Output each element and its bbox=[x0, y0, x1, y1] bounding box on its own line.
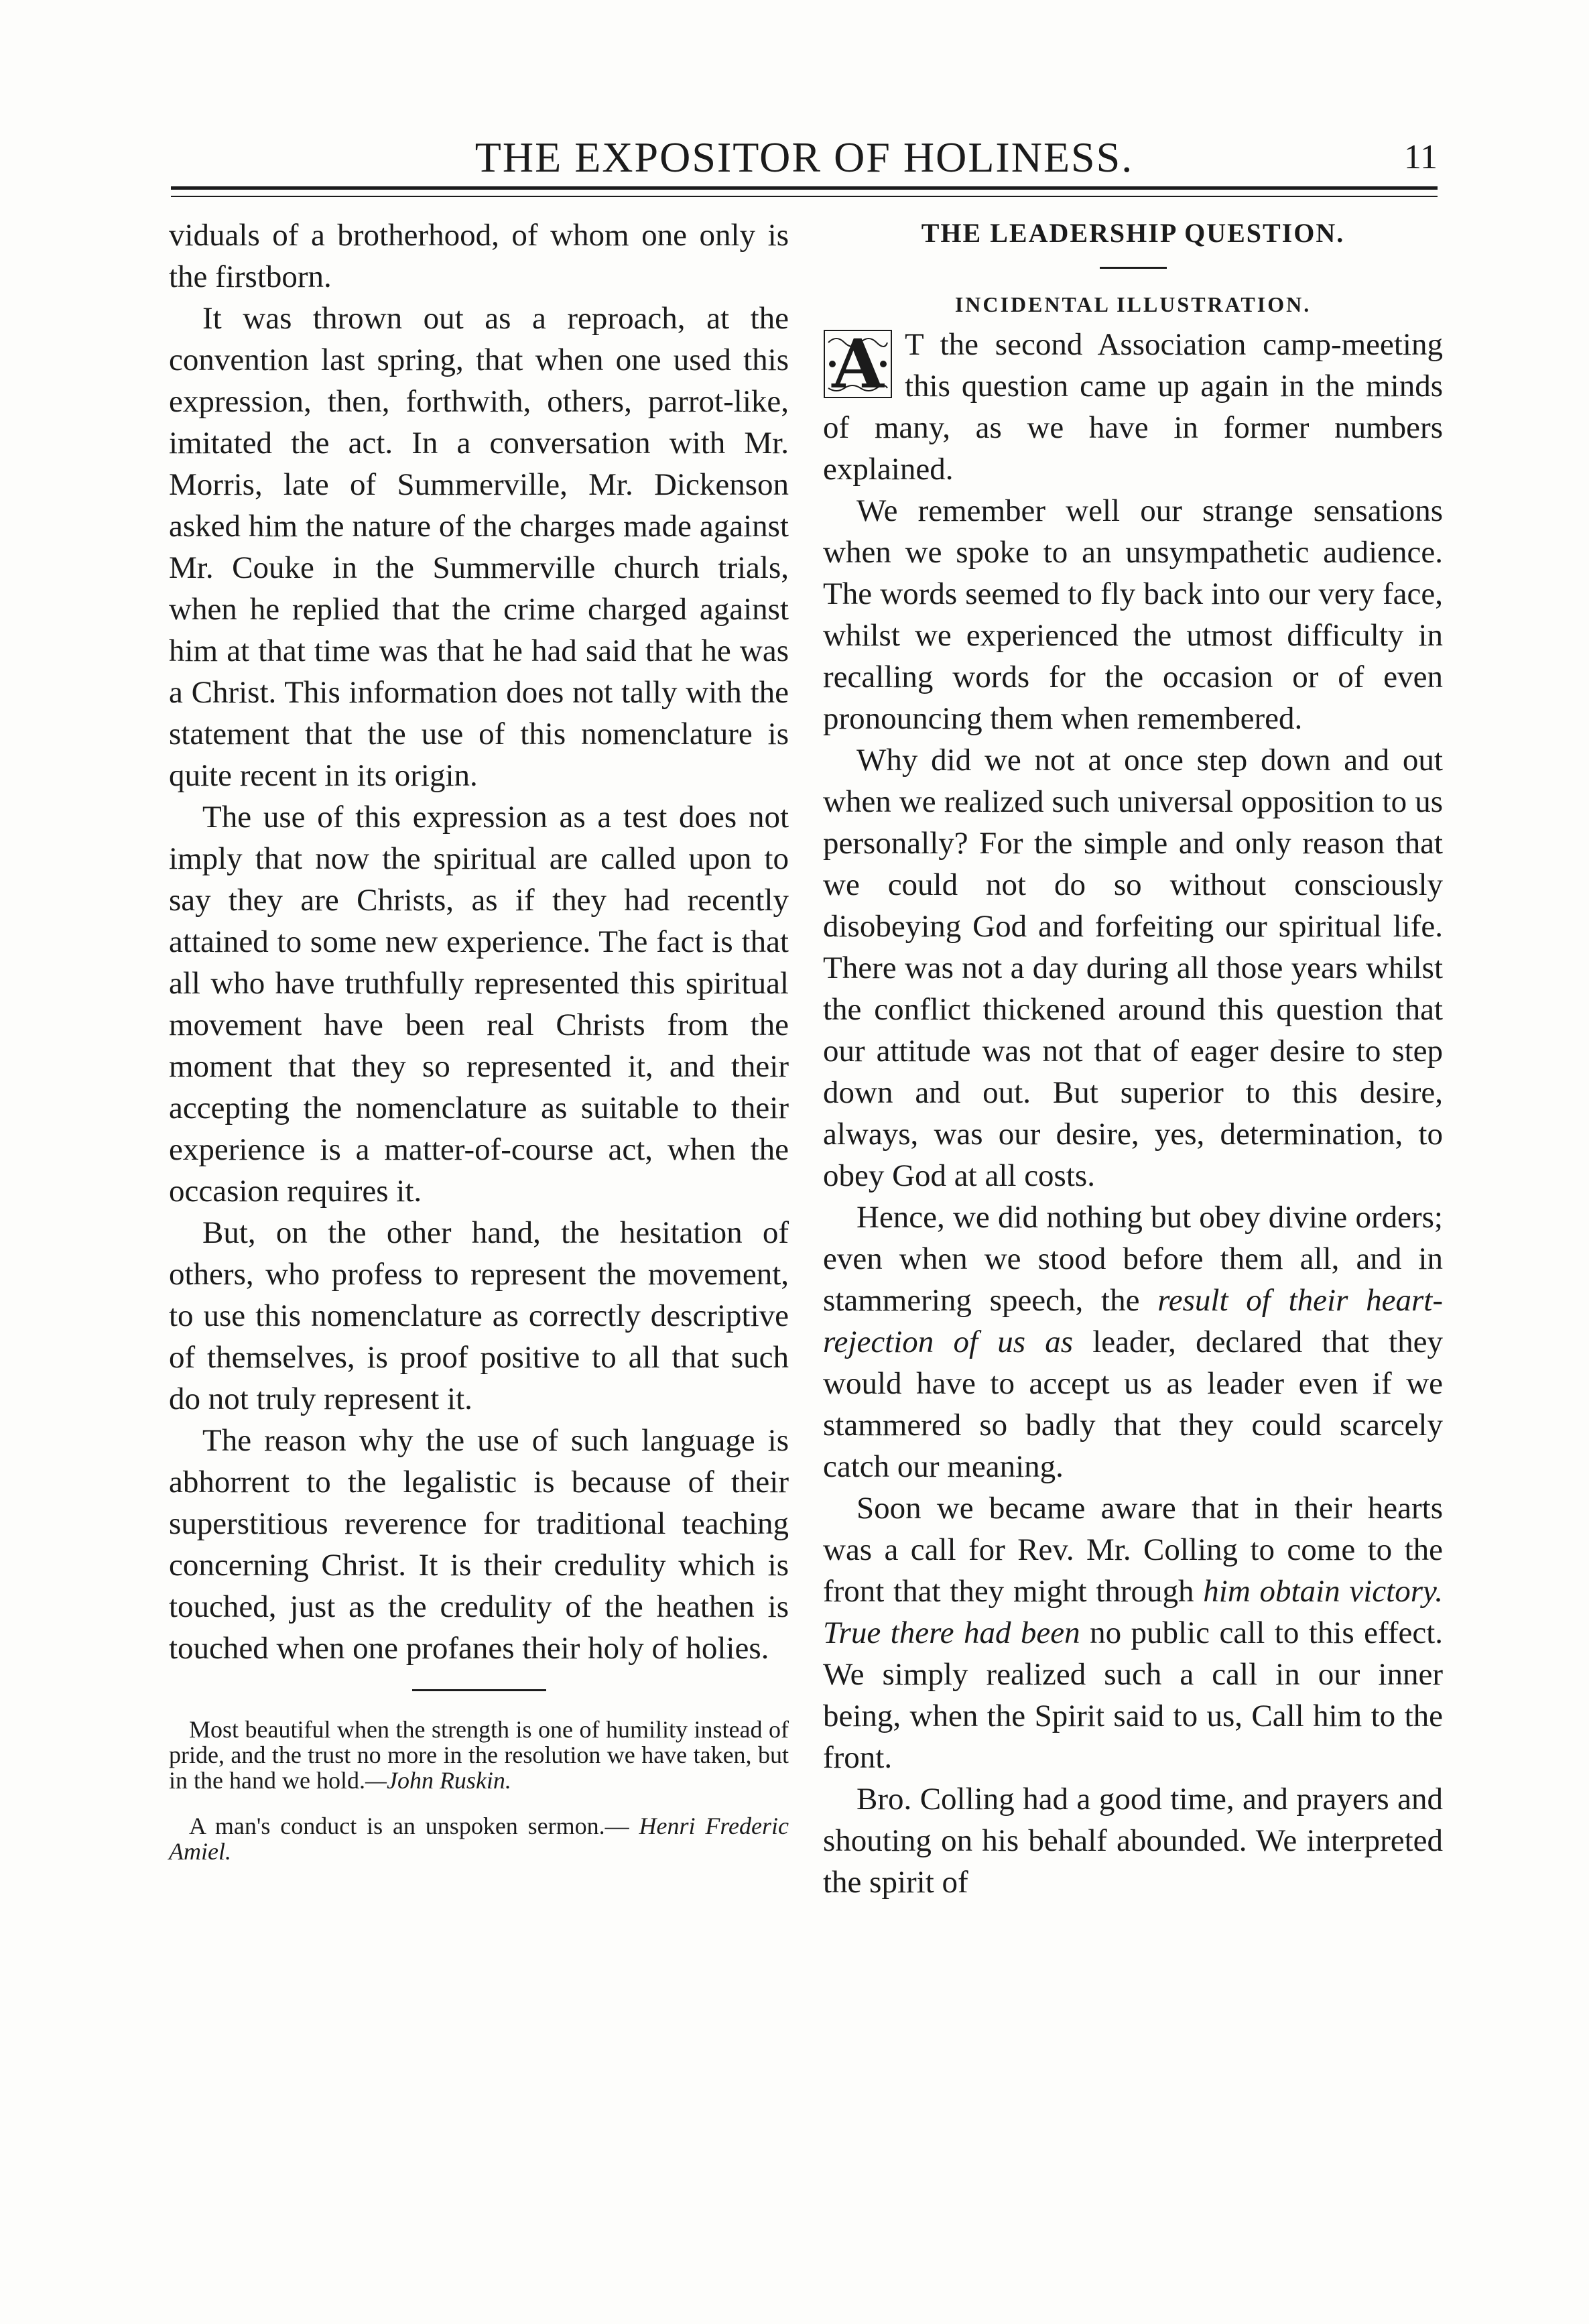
ruskin-attribution: —John Ruskin. bbox=[365, 1767, 511, 1794]
hence-italic-text: result of their heart-rejection of us as bbox=[823, 1283, 1443, 1359]
ruskin-quote-text: Most beautiful when the strength is one of humility instead of pride, and the trust no more in the resolution we have taken, but in the hand we hold. bbox=[169, 1716, 789, 1794]
amiel-attribution: Henri Frederic Amiel. bbox=[169, 1813, 789, 1865]
running-title: THE EXPOSITOR OF HOLINESS. bbox=[474, 133, 1134, 181]
left-column bbox=[169, 215, 789, 1864]
soon-text-1: Soon we became aware that in their hearts was a call for Rev. Mr. Colling to come to the front that they might through bbox=[823, 1491, 1443, 1609]
left-paragraph: But, on the other hand, the hesitation of others, who profess to represent the movement, to use this nomenclature as correctly descriptive of themselves, is proof positive to all that such do not truly represent it. bbox=[169, 1215, 789, 1416]
soon-italic-text: him obtain victory. True there had been bbox=[823, 1574, 1444, 1650]
quotations bbox=[169, 1717, 789, 1864]
amiel-quote bbox=[169, 1813, 789, 1864]
ornamental-dropcap bbox=[823, 324, 893, 404]
soon-paragraph bbox=[823, 1487, 1443, 1778]
left-paragraph: The use of this expression as a test does not imply that now the spiritual are called upon to say they are Christs, as if they had recently attained to some new experience. The fact is that all who have truthfully represented this spiritual movement have been real Christs from the moment that they so represented it, and their accepting the nomenclature as suitable to their experience is a matter-of-course act, when the occasion requires it. bbox=[169, 800, 789, 1209]
left-paragraph-continued: viduals of a brotherhood, of whom one only is the firstborn. bbox=[169, 218, 789, 294]
right-paragraph: Why did we not at once step down and out when we realized such universal opposition to us personally? For the simple and only reason that we could not do so without consciously disobeying God and forfeiting our spiritual life. There was not a day during all those years whilst the conflict thickened around this question that our attitude was not that of eager desire to step down and out. But superior to this desire, always, was our desire, yes, determination, to obey God at all costs. bbox=[823, 743, 1443, 1193]
header-rule-thick bbox=[171, 186, 1438, 190]
last-paragraph: Bro. Colling had a good time, and prayers and shouting on his behalf abounded. We interpreted the spirit of bbox=[823, 1782, 1443, 1900]
hence-text-2: leader, declared that they would have to accept us as leader even if we stammered so badly that they could scarcely catch our meaning. bbox=[823, 1325, 1443, 1484]
page-number: 11 bbox=[1403, 138, 1438, 176]
right-paragraph: We remember well our strange sensations when we spoke to an unsympathetic audience. The words seemed to fly back into our very face, whilst we experienced the utmost difficulty in recalling words for the occasion or of even pronouncing them when remembered. bbox=[823, 493, 1443, 736]
opening-paragraph bbox=[823, 324, 1443, 490]
amiel-quote-text: A man's conduct is an unspoken sermon.— bbox=[189, 1813, 629, 1839]
ruskin-quote bbox=[169, 1717, 789, 1793]
soon-text-2: no public call to this effect. We simply realized such a call in our inner being, when the Spirit said to us, Call him to the front. bbox=[823, 1615, 1444, 1775]
header-rule-thin bbox=[171, 196, 1438, 197]
article-subtitle: INCIDENTAL ILLUSTRATION. bbox=[954, 292, 1312, 316]
hence-text-1: Hence, we did nothing but obey divine orders; even when we stood before them all, and in stammering speech, the bbox=[823, 1200, 1443, 1318]
left-paragraph: It was thrown out as a reproach, at the convention last spring, that when one used this expression, then, forthwith, others, parrot-like, imitated the act. In a conversation with Mr. Morris, late of Summerville, Mr. Dickenson asked him the nature of the charges made against Mr. Couke in the Summerville church trials, when he replied that the crime charged against him at that time was that he had said that he was a Christ. This information does not tally with the statement that the use of this nomenclature is quite recent in its origin. bbox=[169, 301, 789, 793]
right-column bbox=[823, 215, 1443, 1903]
left-paragraph: The reason why the use of such language is abhorrent to the legalistic is because of their superstitious reverence for traditional teaching concerning Christ. It is their credulity which is touched, just as the credulity of the heathen is touched when one profanes their holy of holies. bbox=[169, 1423, 789, 1666]
title-divider bbox=[1100, 267, 1167, 269]
running-head bbox=[171, 131, 1438, 184]
hence-paragraph bbox=[823, 1197, 1443, 1487]
article-title: THE LEADERSHIP QUESTION. bbox=[921, 218, 1345, 248]
section-divider bbox=[412, 1689, 546, 1691]
dropcap-letter: A bbox=[832, 324, 884, 404]
opening-paragraph-text: T the second Association camp-meeting this question came up again in the minds of many, as we have in former numbers explained. bbox=[823, 327, 1443, 487]
